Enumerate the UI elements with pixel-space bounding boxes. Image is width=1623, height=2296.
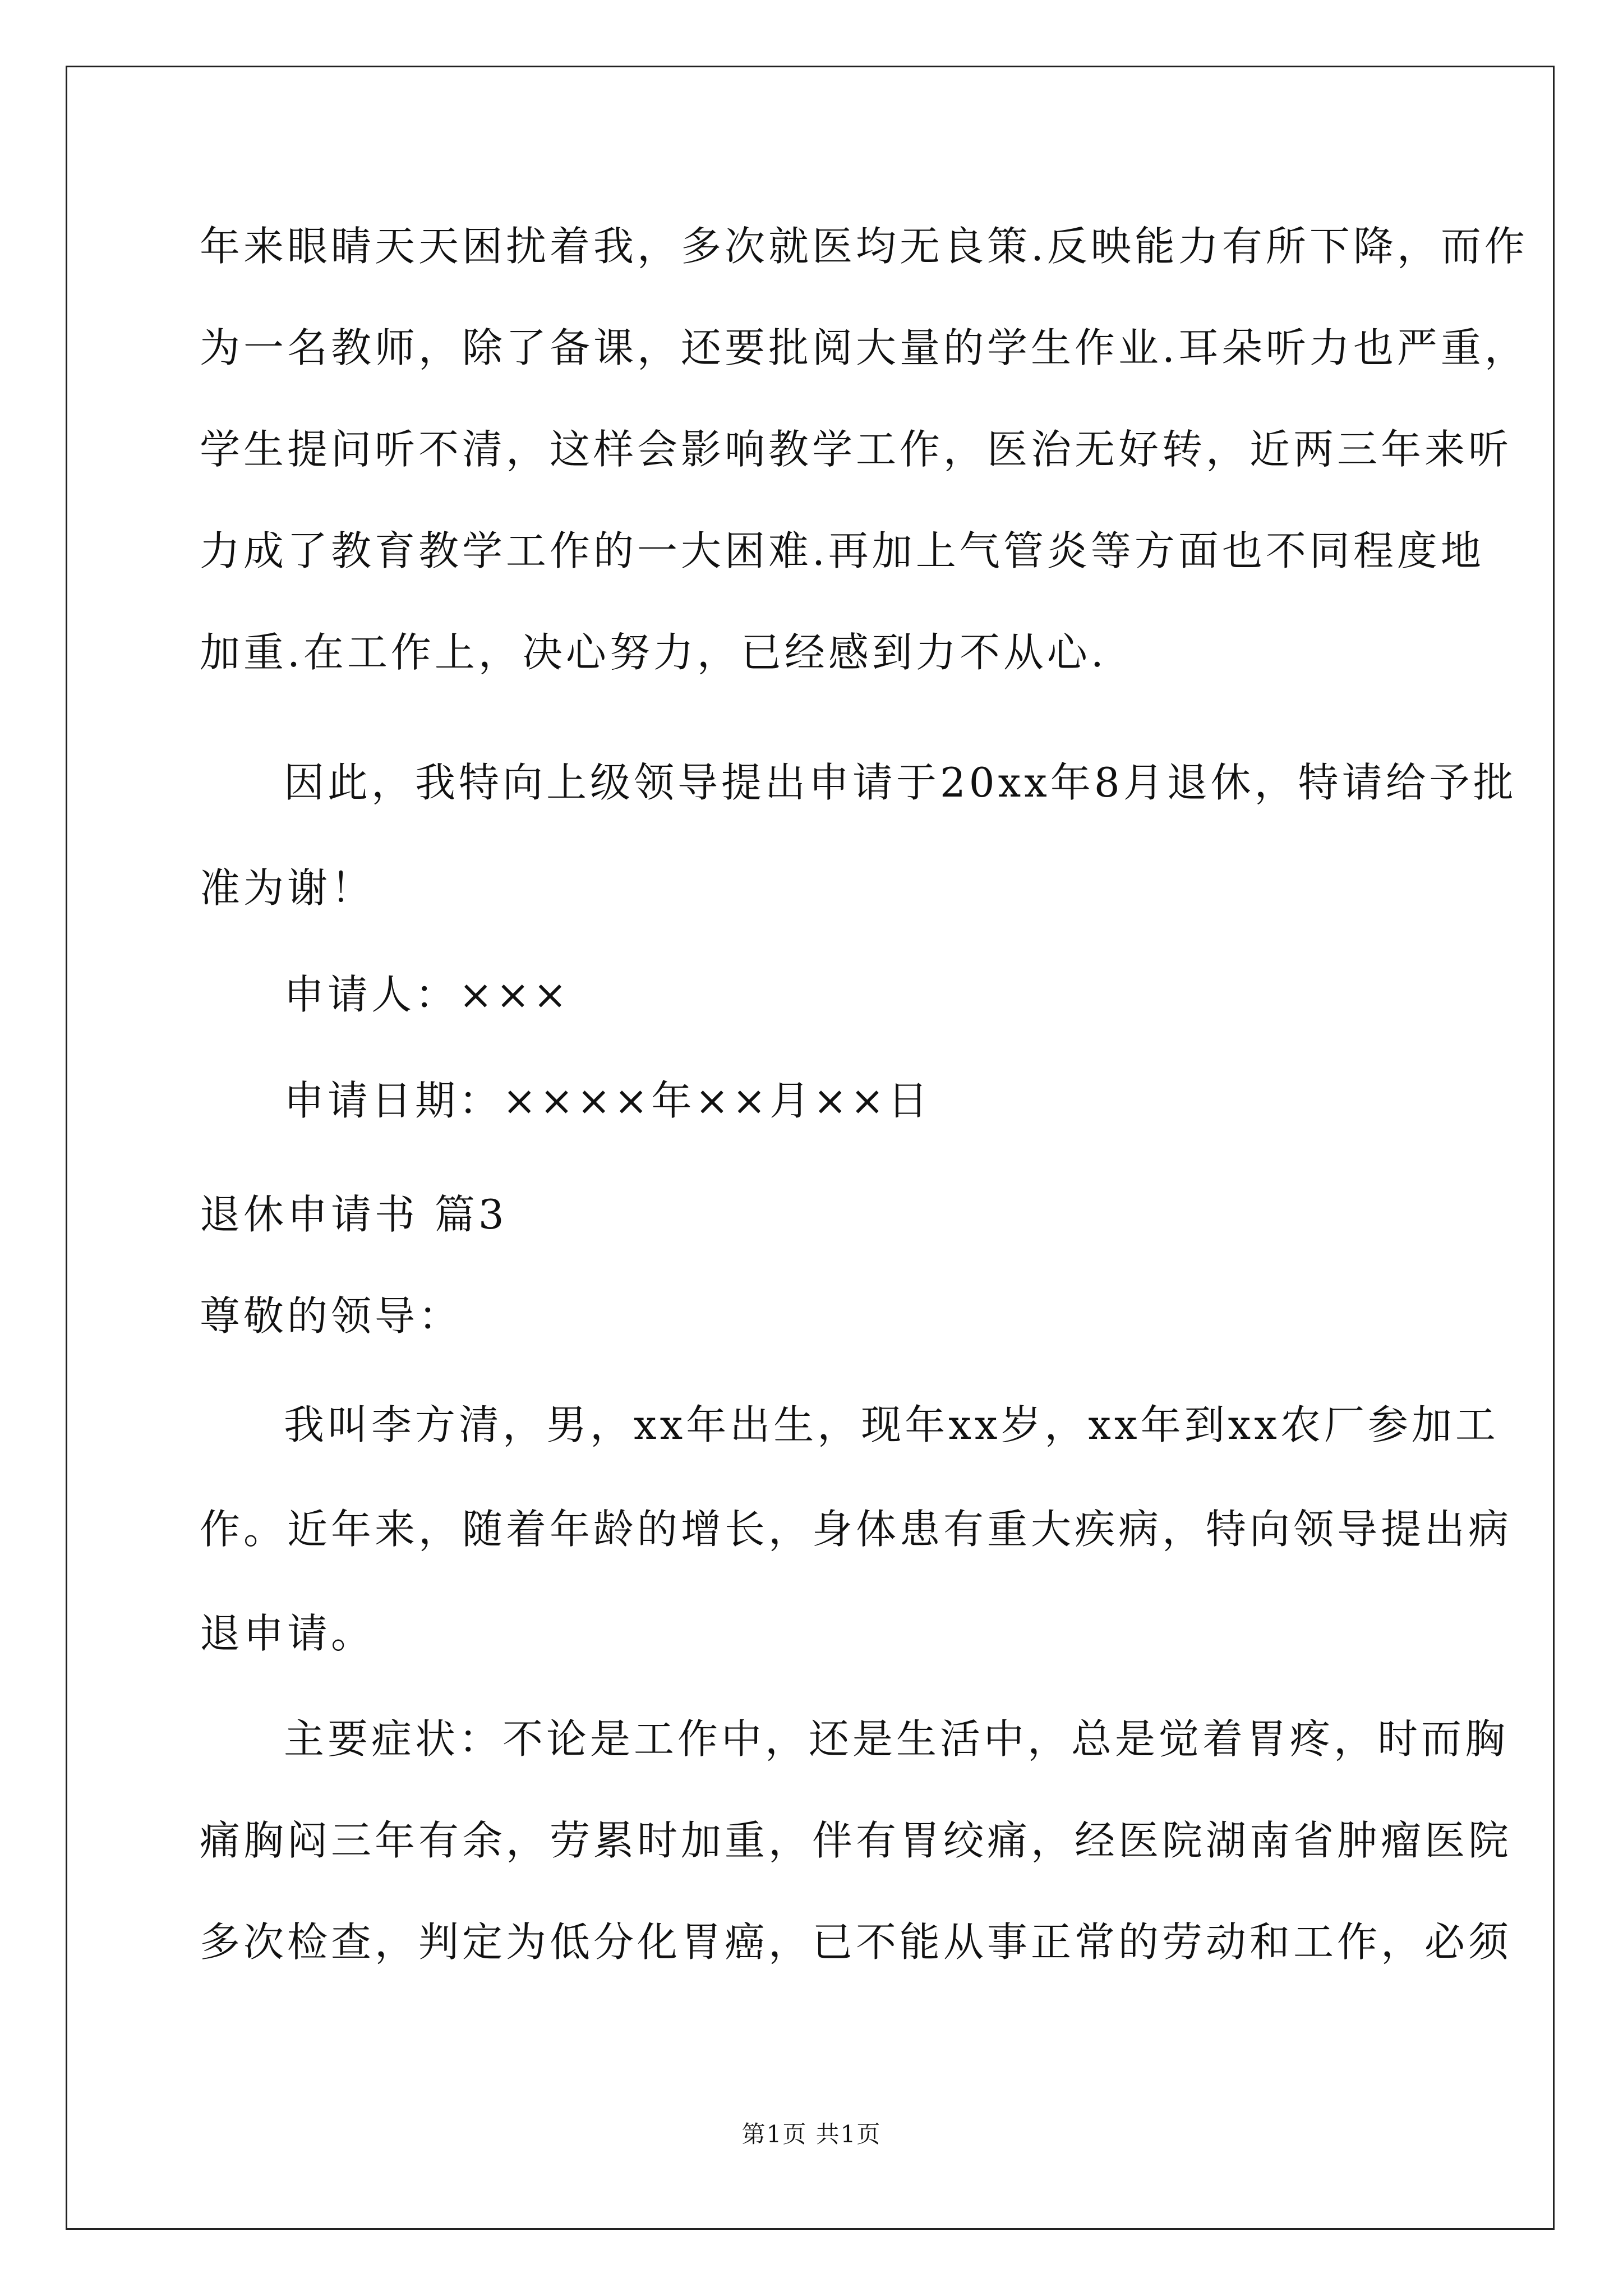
body-line: 作。近年来，随着年龄的增长，身体患有重大疾病，特向领导提出病 bbox=[200, 1506, 1513, 1553]
body-line: 为一名教师，除了备课，还要批阅大量的学生作业.耳朵听力也严重， bbox=[200, 324, 1528, 371]
salutation: 尊敬的领导： bbox=[200, 1292, 463, 1340]
page-footer: 第1页 共1页 bbox=[741, 2120, 882, 2148]
applicant-line: 申请人：××× bbox=[284, 971, 570, 1018]
body-line: 退申请。 bbox=[200, 1610, 375, 1657]
body-line: 主要症状：不论是工作中，还是生活中，总是觉着胃疼，时而胸 bbox=[284, 1715, 1509, 1763]
body-line: 我叫李方清，男，xx年出生，现年xx岁，xx年到xx农厂参加工 bbox=[284, 1401, 1499, 1448]
body-line: 多次检查，判定为低分化胃癌，已不能从事正常的劳动和工作，必须 bbox=[200, 1918, 1513, 1966]
body-line: 加重.在工作上，决心努力，已经感到力不从心. bbox=[200, 629, 1107, 676]
section-heading: 退休申请书 篇3 bbox=[200, 1191, 508, 1238]
application-date-line: 申请日期：××××年××月××日 bbox=[284, 1077, 932, 1124]
body-line: 学生提问听不清，这样会影响教学工作，医治无好转，近两三年来听 bbox=[200, 426, 1513, 473]
body-line: 准为谢！ bbox=[200, 864, 375, 912]
body-line: 年来眼睛天天困扰着我，多次就医均无良策.反映能力有所下降，而作 bbox=[200, 223, 1528, 270]
body-line: 因此，我特向上级领导提出申请于20xx年8月退休，特请给予批 bbox=[284, 759, 1517, 806]
page-border bbox=[66, 66, 1555, 2230]
body-line: 力成了教育教学工作的一大困难.再加上气管炎等方面也不同程度地 bbox=[200, 527, 1484, 574]
body-line: 痛胸闷三年有余，劳累时加重，伴有胃绞痛，经医院湖南省肿瘤医院 bbox=[200, 1817, 1513, 1864]
